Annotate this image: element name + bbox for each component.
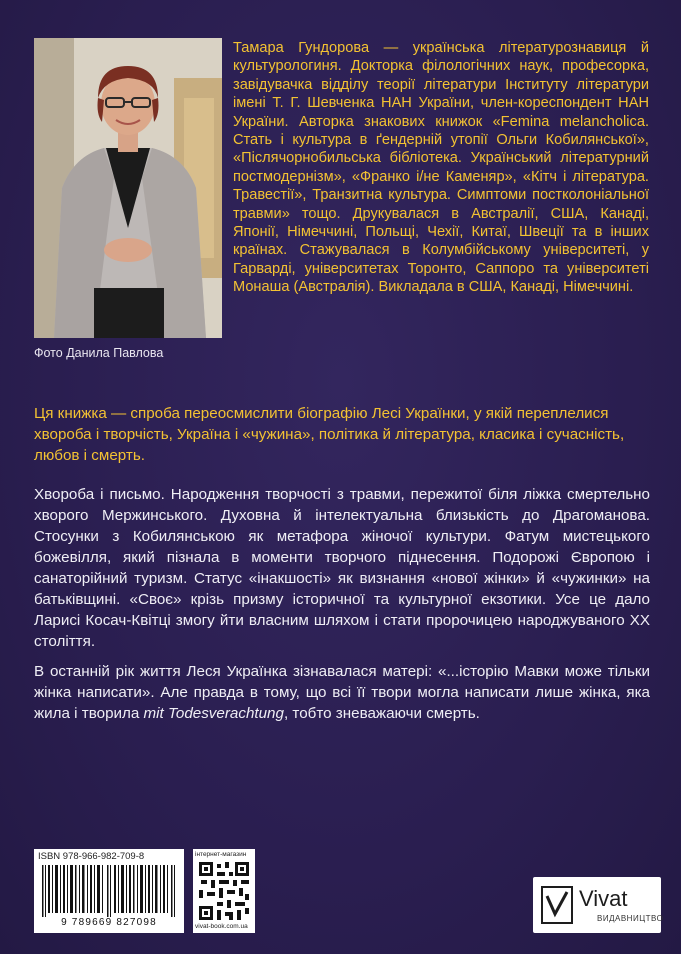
paragraph-2-text: В останній рік життя Леся Українка зізнавалася матері: «...історію Мавки може тільки жінка написати». Але правда в тому, що всі її твори могла написати лише жінка, яка жила і творила xyxy=(34,663,650,722)
publisher-name: Vivat xyxy=(579,886,628,911)
author-photo xyxy=(34,38,222,338)
qr-code-icon xyxy=(199,862,249,920)
book-lead: Ця книжка — спроба переосмислити біографію Лесі Українки, у якій переплелися хвороба і творчість, Україна і «чужина», політика й література, класика і сучасність, любов і смерть. xyxy=(34,405,625,464)
barcode xyxy=(34,849,184,933)
author-bio: Тамара Гундорова — українська літературознавиця й культурологиня. Докторка філологічних наук, професорка, завідувачка відділу теорії літератури Інституту літератури імені Т. Г. Шевченка НАН України, член-кореспондент НАН України. Авторка знакових книжок «Femina melancholica. Стать і культура в ґендерній утопії Ольги Кобилянської», «Післячорнобильська бібліотека. Український літературний постмодернізм», «Франко і/не Каменяр», «Кітч і література. Травестії», Транзитна культура. Симптоми постколоніальної травми» тощо. Друкувалася в Австралії, США, Канаді, Японії, Німеччині, Польщі, Чехії, Китаї, Швеції та в інших країнах. Стажувалася в Колумбійському університеті, у Гарварді, університетах Торонто, Саппоро та університеті Монаша (Австралія). Викладала в США, Канаді, Німеччині. xyxy=(233,40,649,296)
barcode-bars xyxy=(40,865,178,917)
qr-bottom-label: vivat-book.com.ua xyxy=(195,923,248,930)
publisher-logo xyxy=(533,877,664,933)
barcode-digits: 9 789669 827098 xyxy=(61,917,157,928)
isbn-label: ISBN 978-966-982-709-8 xyxy=(38,851,145,862)
photo-credit: Фото Данила Павлова xyxy=(34,346,164,360)
paragraph-2-italic: mit Todesverachtung xyxy=(143,705,284,722)
description-paragraph-2 xyxy=(34,661,650,724)
description-paragraph-1: Хвороба і письмо. Народження творчості з травми, пережитої біля ліжка смертельно хворого Мержинського. Духовна й інтелектуальна близькість до Драгоманова. Стосунки з Кобилянською як метафора жіночої культури. Фатум мистецького божевілля, який пізнала в моменти творчого піднесення. Подорожі Європою і санаторійний туризм. Статус «інакшості» як визнання «нової жінки» й «чужинки» на батьківщині. «Своє» крізь призму історичної та культурної екзотики. Усе це дало Ларисі Косач-Квітці змогу йти власним шляхом і стати пророчицею народжуваного ХХ століття. xyxy=(34,486,650,650)
publisher-subtitle: ВИДАВНИЦТВО xyxy=(597,914,664,923)
vivat-logo-icon xyxy=(541,886,573,924)
paragraph-2-end: , тобто зневажаючи смерть. xyxy=(283,705,480,722)
qr-top-label: інтернет-магазин xyxy=(195,851,247,858)
qr-code[interactable] xyxy=(193,849,255,933)
